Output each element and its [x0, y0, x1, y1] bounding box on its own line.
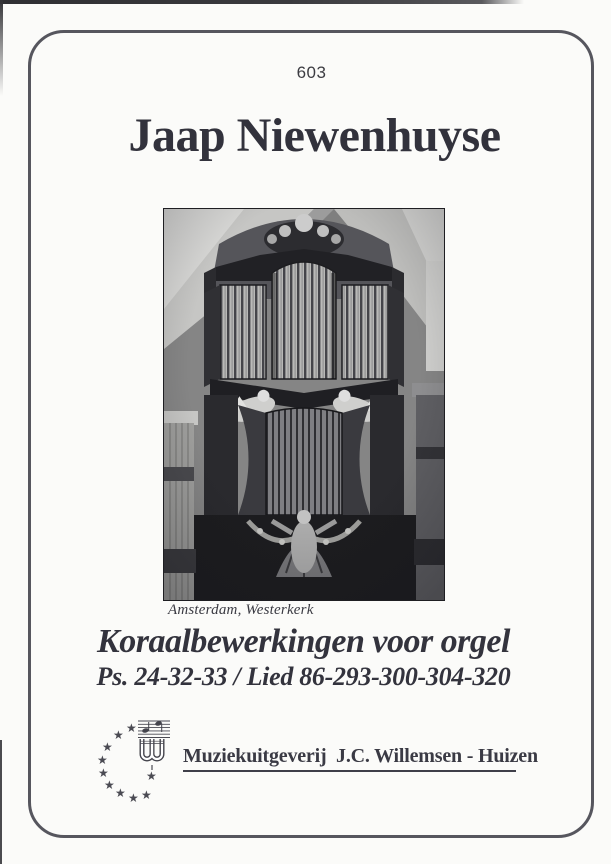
star-icon: ★ [146, 769, 157, 783]
scan-edge-top [0, 0, 524, 4]
publisher-logo-emblem-icon [133, 718, 173, 779]
scan-edge-left-bottom [0, 740, 2, 864]
organ-photo [163, 208, 445, 601]
star-icon: ★ [104, 778, 115, 792]
photo-caption: Amsterdam, Westerkerk [168, 602, 314, 618]
star-icon: ★ [126, 721, 137, 735]
composer-title: Jaap Niewenhuyse [128, 109, 501, 162]
star-icon: ★ [102, 740, 113, 754]
star-icon: ★ [141, 788, 152, 802]
star-icon: ★ [115, 786, 126, 800]
star-icon: ★ [128, 791, 139, 805]
star-icon: ★ [97, 753, 108, 767]
catalog-number: 603 [296, 63, 327, 82]
star-icon: ★ [113, 728, 124, 742]
organ-photo-graphic [164, 209, 444, 600]
scan-edge-left-top [0, 0, 3, 96]
work-title: Koraalbewerkingen voor orgel [97, 623, 510, 660]
publisher-name: Muziekuitgeverij J.C. Willemsen - Huizen [183, 745, 538, 767]
publisher-underline [183, 770, 516, 772]
star-icon: ★ [98, 766, 109, 780]
work-contents-line: Ps. 24-32-33 / Lied 86-293-300-304-320 [96, 662, 511, 691]
